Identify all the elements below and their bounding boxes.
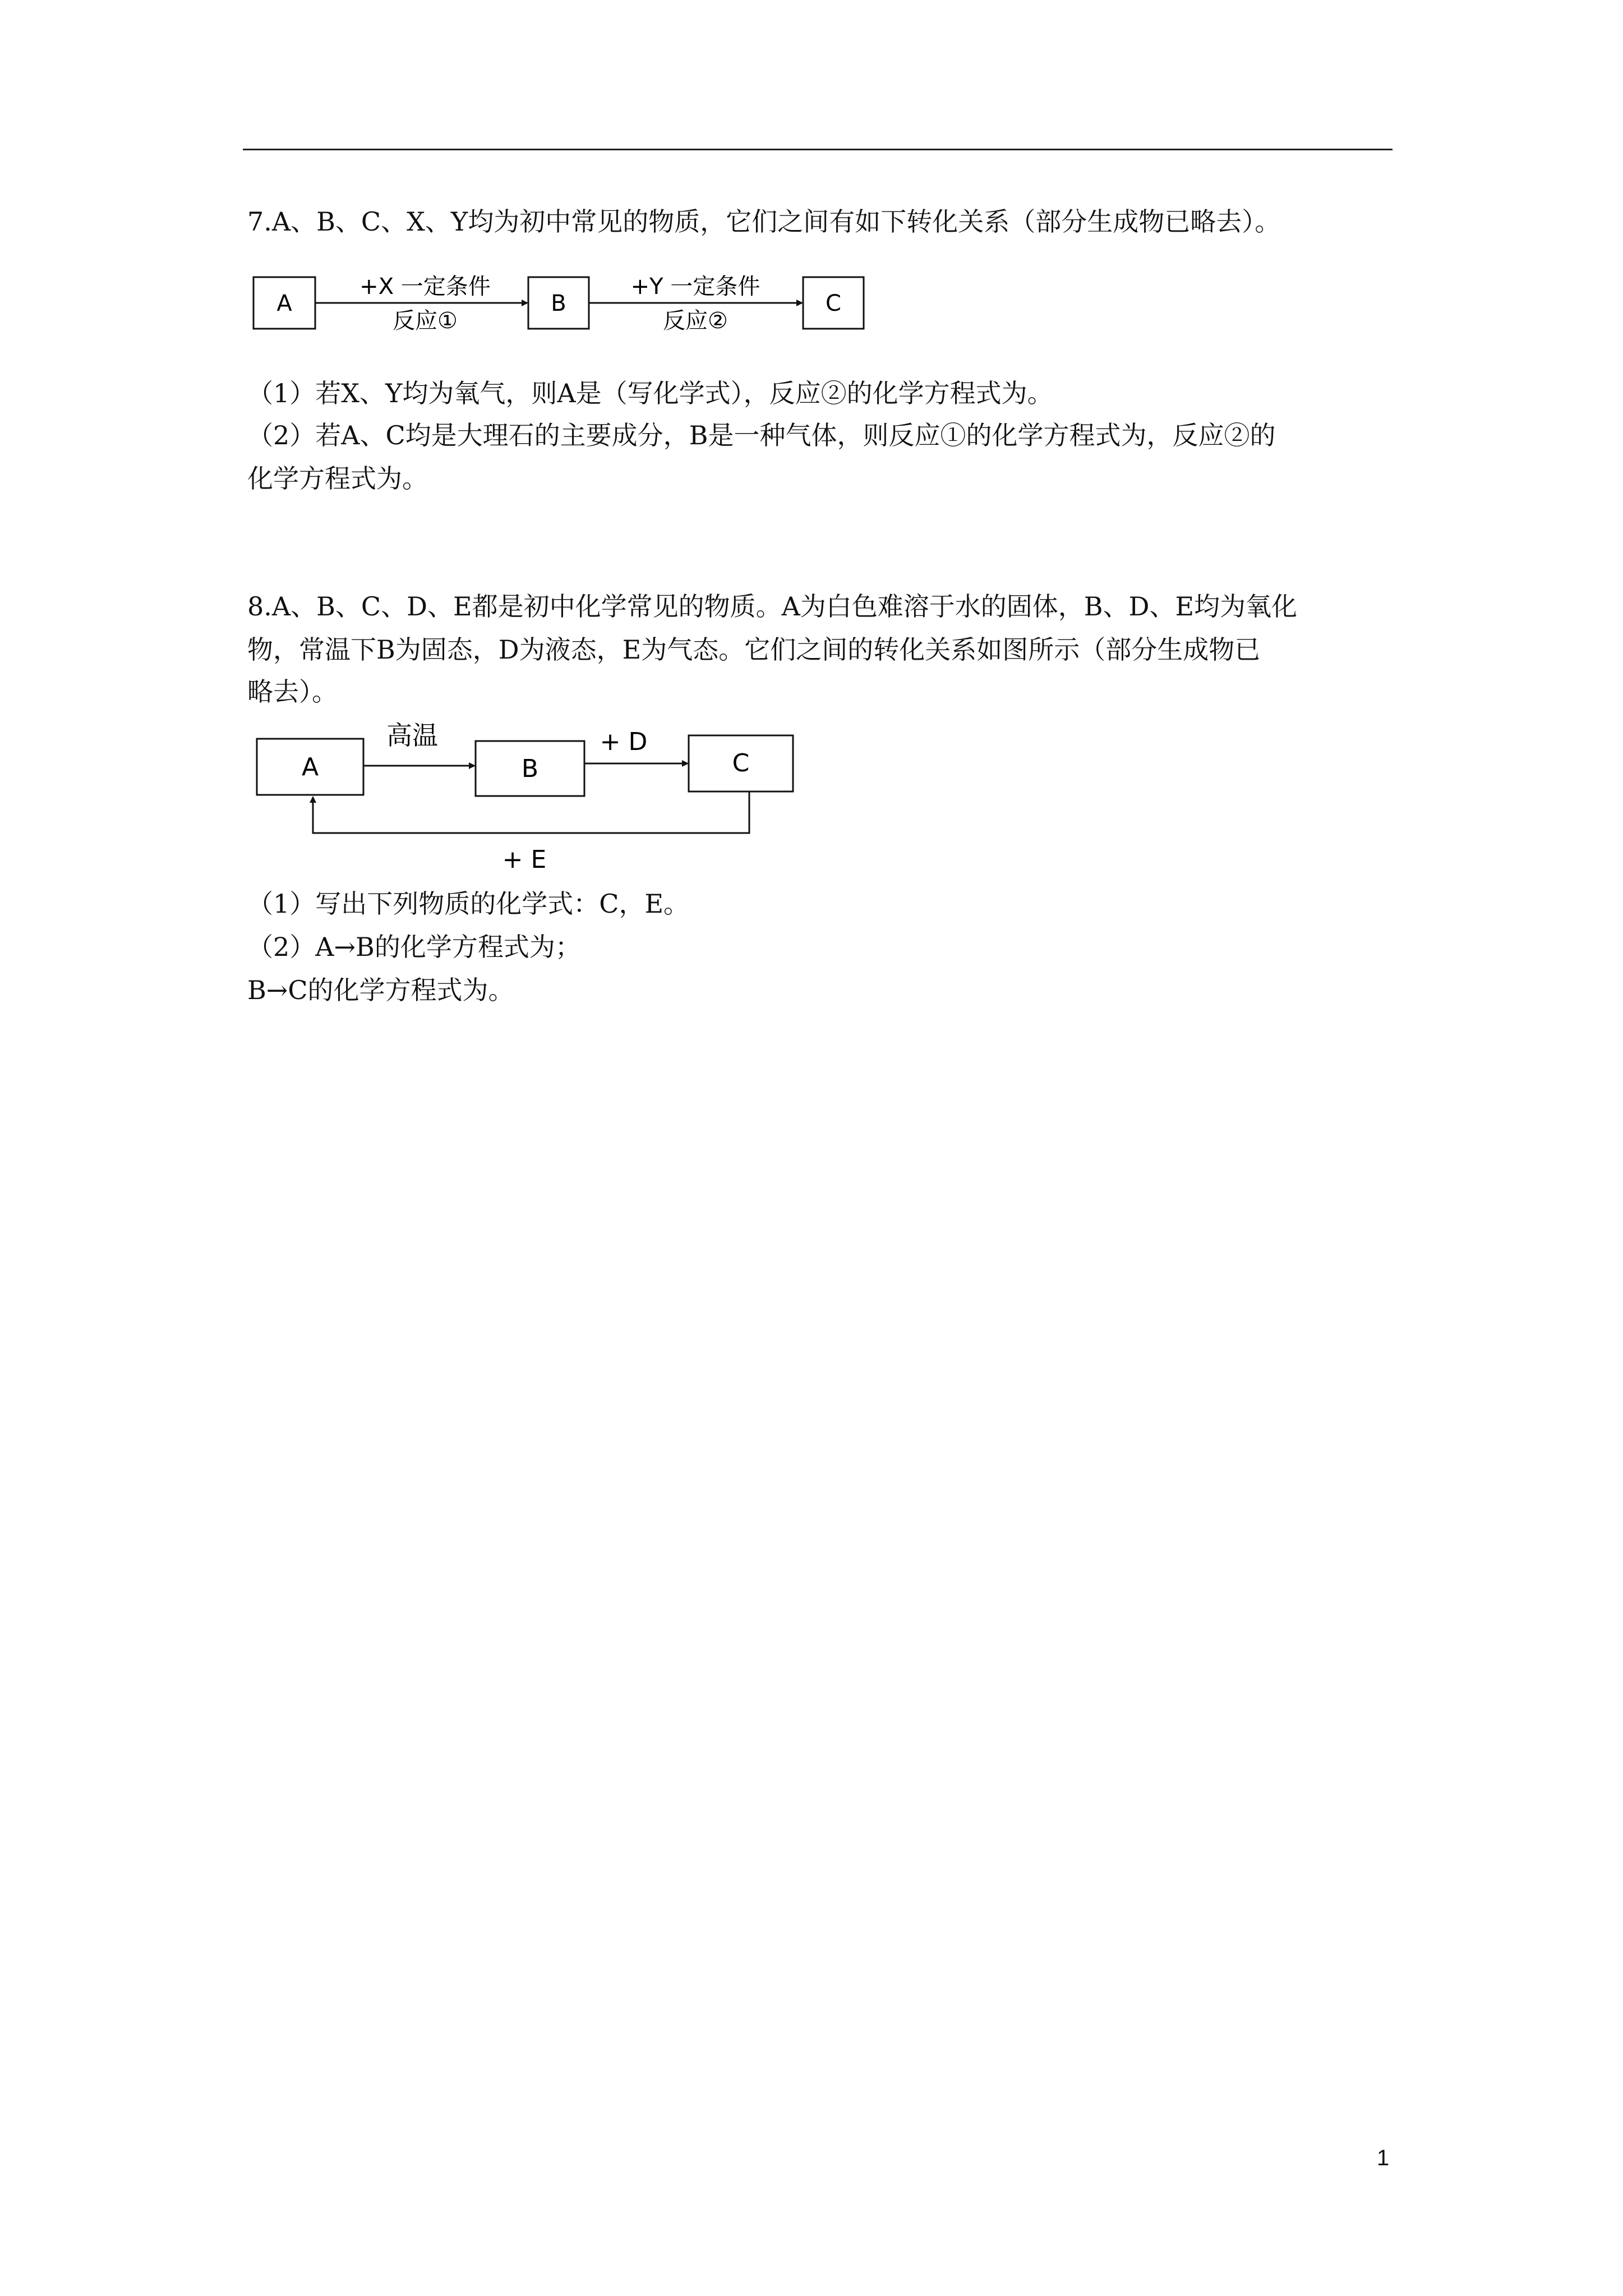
q8-return-label: + E <box>502 845 547 874</box>
q7-sub2-line2: 化学方程式为。 <box>247 463 428 494</box>
q7-arrow-1-bottom-label: 反应① <box>393 308 458 334</box>
q8-sub2-line1: （2）A→B的化学方程式为； <box>247 932 581 962</box>
page-number: 1 <box>1377 2146 1390 2170</box>
q8-arrow-1-label: 高温 <box>386 720 438 751</box>
header-rule <box>243 149 1393 150</box>
q8-return-arrow-c-to-a <box>313 792 749 833</box>
q7-diagram <box>247 269 886 342</box>
q7-box-c-label: C <box>826 291 841 316</box>
q7-stem: 7.A、B、C、X、Y均为初中常见的物质，它们之间有如下转化关系（部分生成物已略去）。 <box>247 206 1281 237</box>
q8-sub2-line2: B→C的化学方程式为。 <box>247 975 514 1005</box>
q7-arrow-2-top-label: +Y 一定条件 <box>630 274 760 300</box>
q7-box-a-label: A <box>276 291 292 316</box>
q8-sub1: （1）写出下列物质的化学式：C，E。 <box>247 889 690 919</box>
q7-arrow-1-top-label: +X 一定条件 <box>359 274 491 300</box>
q8-arrow-2-label: + D <box>600 728 648 756</box>
q7-sub1: （1）若X、Y均为氧气，则A是（写化学式），反应②的化学方程式为。 <box>247 378 1053 408</box>
q8-stem-line2: 物，常温下B为固态，D为液态，E为气态。它们之间的转化关系如图所示（部分生成物已 <box>247 634 1261 665</box>
q7-sub2-line1: （2）若A、C均是大理石的主要成分，B是一种气体，则反应①的化学方程式为，反应②的 <box>247 420 1276 450</box>
q8-box-b-label: B <box>521 754 539 783</box>
q8-diagram <box>247 715 808 878</box>
q8-stem-line3: 略去）。 <box>247 677 338 707</box>
q7-arrow-2-bottom-label: 反应② <box>663 308 728 334</box>
q8-box-c-label: C <box>732 749 750 777</box>
q8-stem-line1: 8.A、B、C、D、E都是初中化学常见的物质。A为白色难溶于水的固体，B、D、E均为氧化 <box>247 591 1298 622</box>
q8-box-a-label: A <box>301 753 319 781</box>
q7-box-b-label: B <box>551 291 566 316</box>
